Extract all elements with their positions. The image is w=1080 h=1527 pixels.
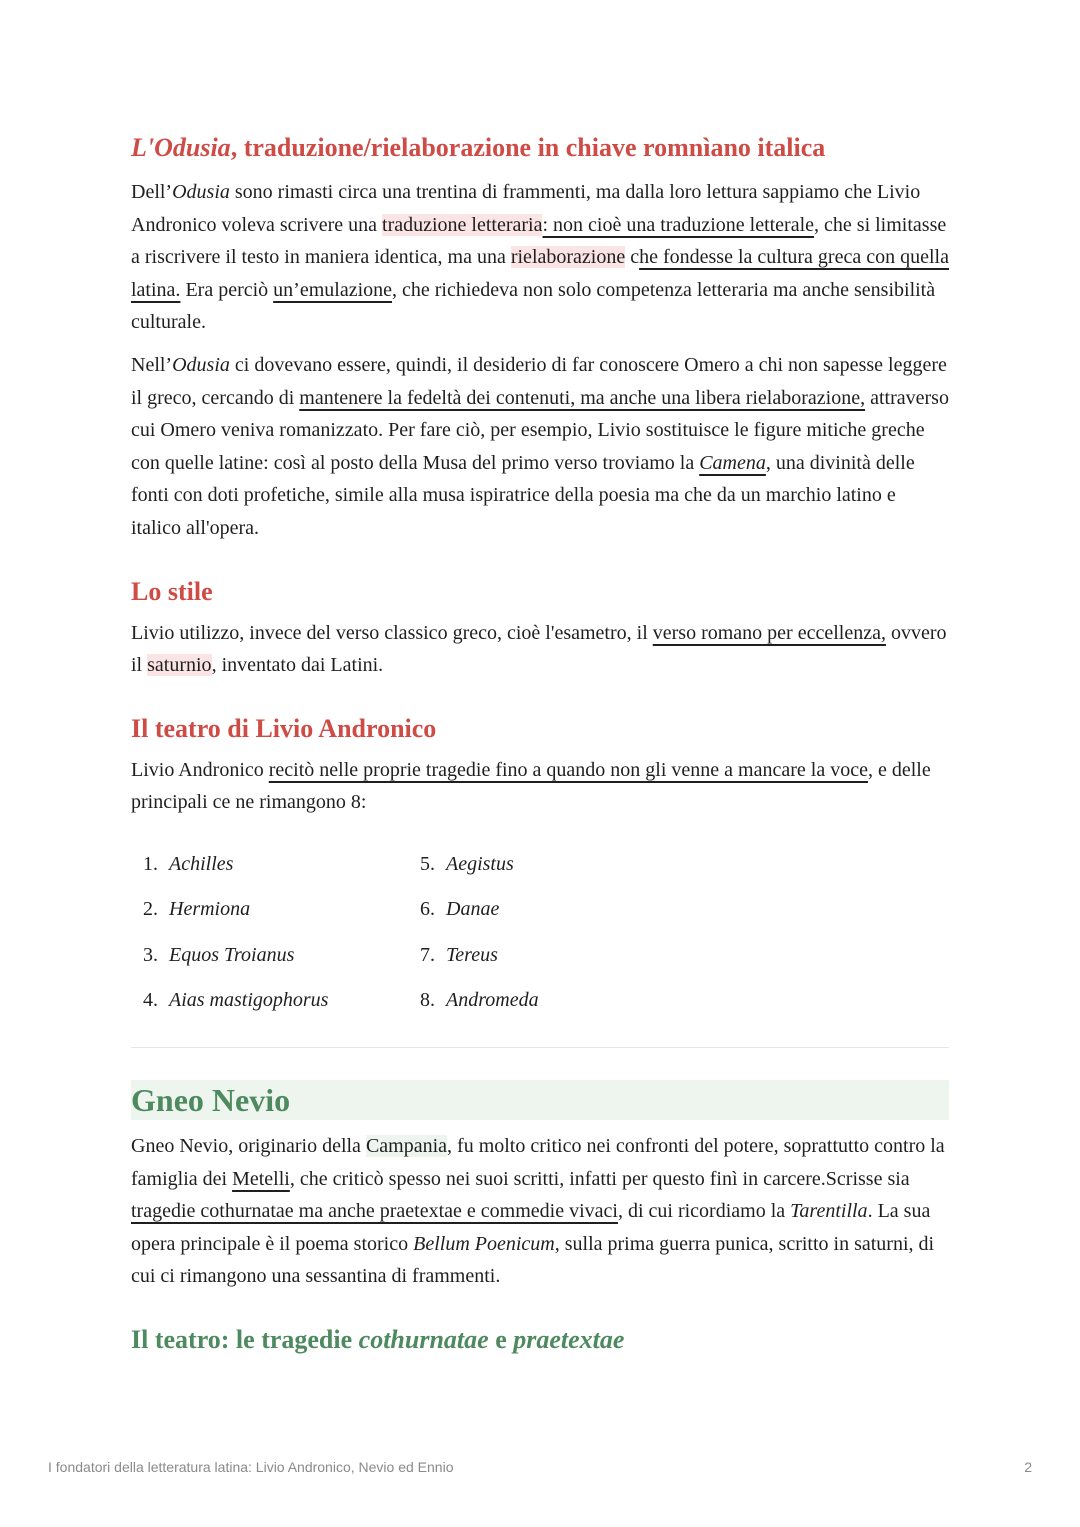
footer-title: I fondatori della letteratura latina: Livio Andronico, Nevio ed Ennio: [48, 1459, 454, 1475]
list-item: 4. Aias mastigophorus: [143, 989, 329, 1012]
list-item: 1. Achilles: [143, 852, 234, 875]
tragedies-list: [131, 849, 949, 1031]
paragraph-odusia-2: Nell’Odusia ci dovevano essere, quindi, il desiderio di far conoscere Omero a chi non sapesse leggere il greco, cercando di mantenere la fedeltà dei contenuti, ma anche una libera rielaborazione, attraverso cui Omero veniva romanizzato. Per fare ciò, per esempio, Livio sostituisce le figure mitiche greche con quelle latine: così al posto della Musa del primo verso troviamo la Camena, una divinità delle fonti con doti profetiche, simile alla musa ispiratrice della poesia ma che da un marchio latino e italico all'opera.: [131, 353, 949, 539]
list-item: 8. Andromeda: [420, 989, 539, 1012]
list-item: 3. Equos Troianus: [143, 943, 295, 966]
section-divider: [131, 1047, 949, 1048]
heading-teatro-livio: Il teatro di Livio Andronico: [131, 713, 437, 743]
heading-odusia: L'Odusia, traduzione/rielaborazione in chiave romnìano italica: [131, 133, 826, 162]
tragedies-column-right: [408, 849, 685, 1031]
heading-stile: Lo stile: [131, 576, 213, 606]
page-number: 2: [1024, 1459, 1032, 1475]
list-item: 2. Hermiona: [143, 898, 251, 921]
list-item: 7. Tereus: [420, 943, 498, 966]
paragraph-gneo-nevio: Gneo Nevio, originario della Campania, fu molto critico nei confronti del potere, soprattutto contro la famiglia dei Metelli, che criticò spesso nei suoi scritti, infatti per questo finì in carcere.Scrisse sia tragedie cothurnatae ma anche praetextae e commedie vivaci, di cui ricordiamo la Tarentilla. La sua opera principale è il poema storico Bellum Poenicum, sulla prima guerra punica, scritto in saturni, di cui ci rimangono una sessantina di frammenti.: [131, 1134, 945, 1288]
list-item: 6. Danae: [420, 898, 500, 921]
paragraph-odusia-1: Dell’Odusia sono rimasti circa una trentina di frammenti, ma dalla loro lettura sappiamo che Livio Andronico voleva scrivere una traduzione letteraria: non cioè una traduzione letterale, che si limitasse a riscrivere il testo in maniera identica, ma una rielaborazione che fondesse la cultura greca con quella latina. Era perciò un’emulazione, che richiedeva non solo competenza letteraria ma anche sensibilità culturale.: [131, 181, 949, 334]
list-item: 5. Aegistus: [420, 852, 514, 875]
paragraph-stile: Livio utilizzo, invece del verso classico greco, cioè l'esametro, il verso romano per eccellenza, ovvero il saturnio, inventato dai Latini.: [131, 621, 947, 677]
heading-gneo-nevio: Gneo Nevio: [131, 1080, 949, 1120]
heading-teatro-nevio: Il teatro: le tragedie cothurnatae e praetextae: [131, 1324, 625, 1354]
paragraph-teatro-livio: Livio Andronico recitò nelle proprie tragedie fino a quando non gli venne a mancare la voce, e delle principali ce ne rimangono 8:: [131, 758, 931, 814]
page-footer: [48, 1459, 1032, 1475]
tragedies-column-left: [131, 849, 408, 1031]
page-content: [131, 128, 949, 1360]
